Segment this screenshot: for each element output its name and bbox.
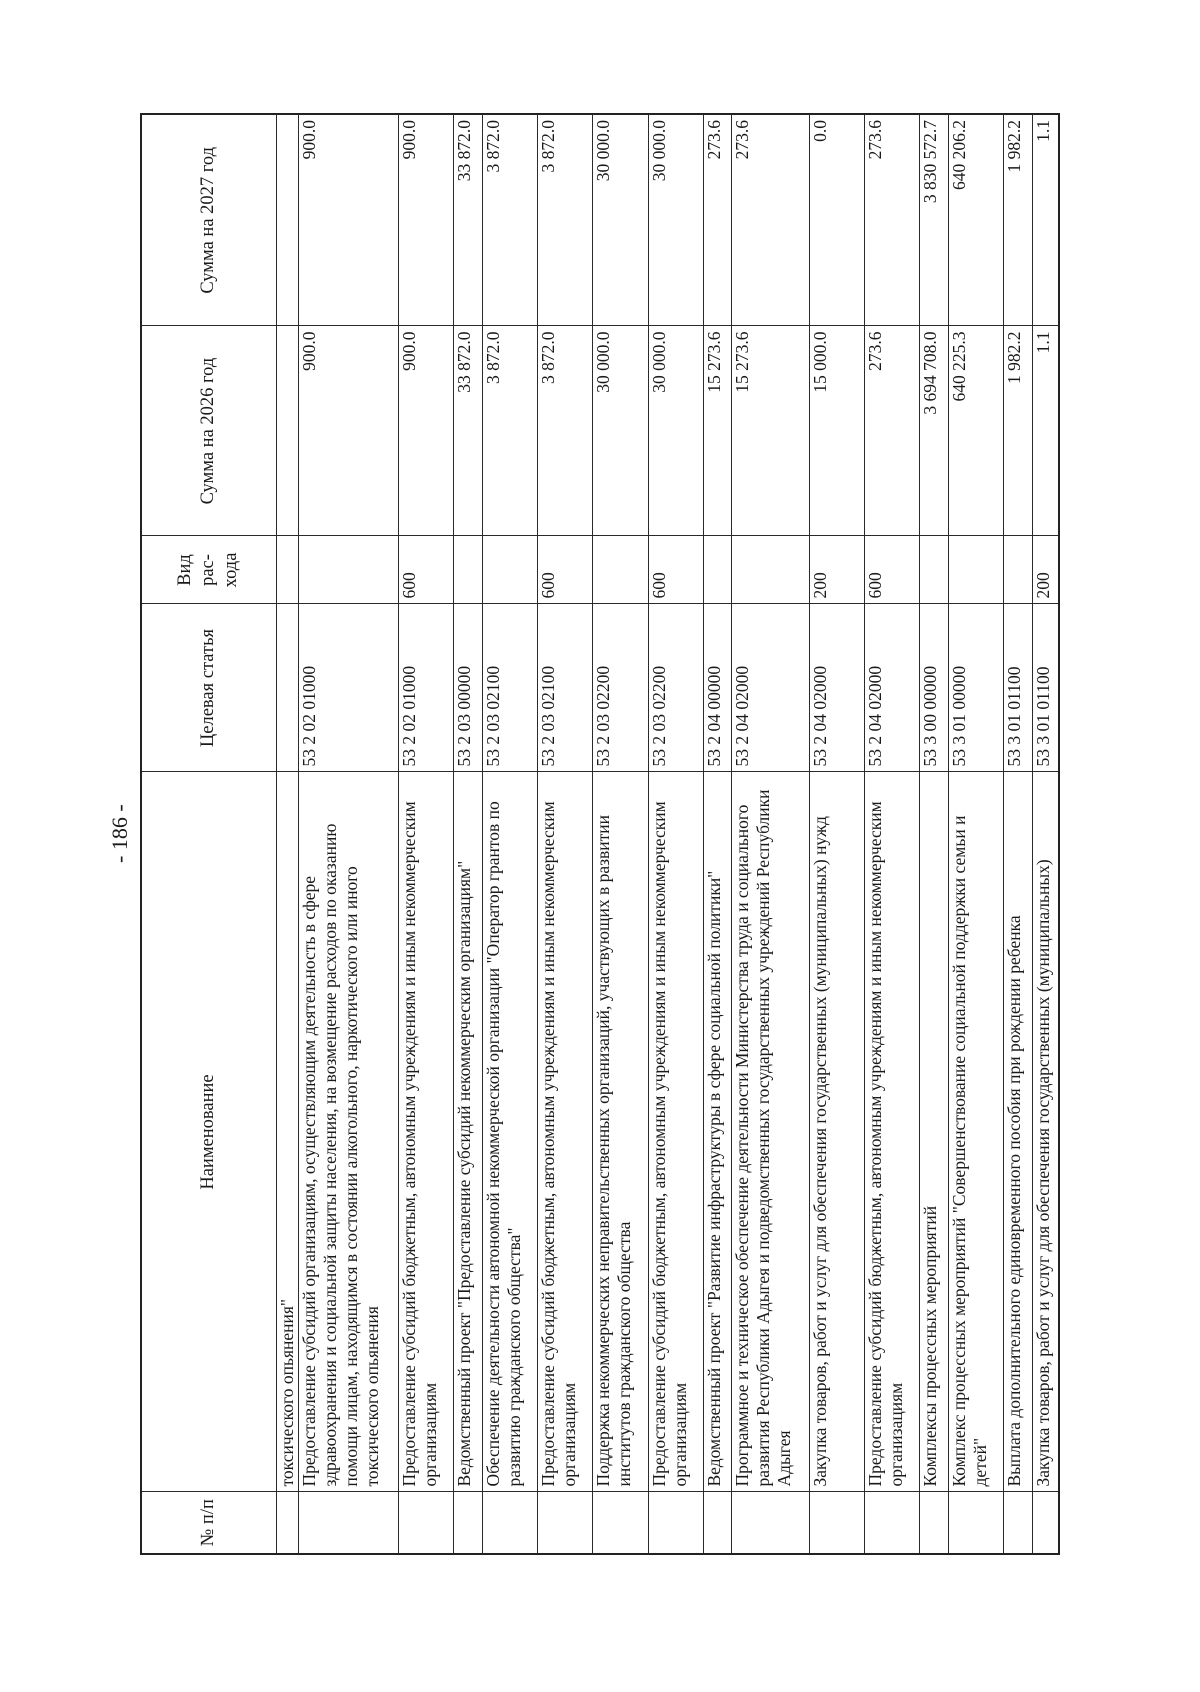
cell-name: Предоставление субсидий бюджетным, автономным учреждениям и иным некоммерческим организациям: [399, 772, 454, 1492]
cell-kind: [920, 536, 949, 604]
cell-sum2026: 1.1: [1032, 326, 1059, 536]
cell-sum2027: 30 000.0: [648, 114, 703, 326]
cell-target: 53 2 04 02000: [809, 604, 864, 772]
cell-sum2026: 30 000.0: [593, 326, 648, 536]
header-row: [141, 114, 276, 1554]
cell-kind: 600: [538, 536, 593, 604]
cell-sum2026: 1 982.2: [1004, 326, 1033, 536]
cell-kind: [732, 536, 810, 604]
cell-kind: 600: [865, 536, 920, 604]
cell-sum2026: 15 273.6: [703, 326, 732, 536]
cell-sum2027: 1.1: [1032, 114, 1059, 326]
table-row: [732, 114, 810, 1554]
cell-target: 53 2 04 02000: [865, 604, 920, 772]
cell-name: Поддержка некоммерческих неправительственных организаций, участвующих в развитии институтов гражданского общества: [593, 772, 648, 1492]
header-sum2027: Сумма на 2027 год: [141, 114, 276, 326]
cell-name: Предоставление субсидий бюджетным, автономным учреждениям и иным некоммерческим организациям: [865, 772, 920, 1492]
cell-num: [1004, 1492, 1033, 1554]
table-row: [482, 114, 537, 1554]
cell-sum2027: [276, 114, 298, 326]
cell-target: 53 2 03 02200: [648, 604, 703, 772]
cell-target: 53 3 01 00000: [948, 604, 1003, 772]
cell-sum2026: 15 273.6: [732, 326, 810, 536]
table-row: [1004, 114, 1033, 1554]
cell-num: [482, 1492, 537, 1554]
cell-num: [298, 1492, 398, 1554]
header-target: Целевая статья: [141, 604, 276, 772]
cell-target: 53 2 02 01000: [298, 604, 398, 772]
cell-sum2026: 900.0: [298, 326, 398, 536]
budget-table: [140, 113, 1060, 1555]
table-row: [948, 114, 1003, 1554]
cell-sum2027: 1 982.2: [1004, 114, 1033, 326]
cell-name: Комплекс процессных мероприятий "Совершенствование социальной поддержки семьи и детей": [948, 772, 1003, 1492]
cell-sum2026: 640 225.3: [948, 326, 1003, 536]
cell-sum2027: 273.6: [732, 114, 810, 326]
cell-num: [399, 1492, 454, 1554]
table-row: [648, 114, 703, 1554]
cell-target: 53 2 03 02100: [538, 604, 593, 772]
cell-target: 53 3 01 01100: [1004, 604, 1033, 772]
cell-num: [732, 1492, 810, 1554]
cell-target: [276, 604, 298, 772]
cell-num: [1032, 1492, 1059, 1554]
table-row: [454, 114, 483, 1554]
table-row: [920, 114, 949, 1554]
cell-num: [538, 1492, 593, 1554]
cell-name: Комплексы процессных мероприятий: [920, 772, 949, 1492]
cell-kind: 600: [399, 536, 454, 604]
cell-target: 53 2 03 00000: [454, 604, 483, 772]
cell-sum2027: 273.6: [703, 114, 732, 326]
cell-target: 53 3 01 01100: [1032, 604, 1059, 772]
cell-target: 53 2 03 02200: [593, 604, 648, 772]
cell-name: Обеспечение деятельности автономной некоммерческой организации "Оператор грантов по развитию гражданского общества": [482, 772, 537, 1492]
cell-sum2027: 900.0: [399, 114, 454, 326]
cell-num: [276, 1492, 298, 1554]
cell-sum2027: 900.0: [298, 114, 398, 326]
cell-kind: 600: [648, 536, 703, 604]
cell-sum2026: 33 872.0: [454, 326, 483, 536]
table-row: [538, 114, 593, 1554]
table-row: [1032, 114, 1059, 1554]
table-row: [593, 114, 648, 1554]
table-row: [865, 114, 920, 1554]
cell-target: 53 3 00 00000: [920, 604, 949, 772]
cell-target: 53 2 02 01000: [399, 604, 454, 772]
cell-sum2026: 3 694 708.0: [920, 326, 949, 536]
cell-sum2026: 30 000.0: [648, 326, 703, 536]
page-number: - 186 -: [107, 804, 132, 863]
cell-kind: 200: [809, 536, 864, 604]
rotated-table-area: [140, 115, 1060, 1555]
header-sum2026: Сумма на 2026 год: [141, 326, 276, 536]
cell-target: 53 2 04 02000: [732, 604, 810, 772]
cell-kind: [482, 536, 537, 604]
cell-sum2027: 273.6: [865, 114, 920, 326]
cell-sum2026: [276, 326, 298, 536]
cell-kind: [1004, 536, 1033, 604]
cell-sum2027: 30 000.0: [593, 114, 648, 326]
cell-sum2027: 3 872.0: [538, 114, 593, 326]
table-row: [703, 114, 732, 1554]
cell-kind: [593, 536, 648, 604]
cell-num: [809, 1492, 864, 1554]
cell-sum2027: 0.0: [809, 114, 864, 326]
cell-sum2027: 3 830 572.7: [920, 114, 949, 326]
cell-sum2027: 640 206.2: [948, 114, 1003, 326]
cell-num: [648, 1492, 703, 1554]
cell-num: [920, 1492, 949, 1554]
cell-num: [948, 1492, 1003, 1554]
table-row: [809, 114, 864, 1554]
header-kind: Вид рас- хода: [141, 536, 276, 604]
cell-kind: [948, 536, 1003, 604]
cell-sum2026: 273.6: [865, 326, 920, 536]
cell-kind: [276, 536, 298, 604]
table-row: [276, 114, 298, 1554]
cell-name: Предоставление субсидий бюджетным, автономным учреждениям и иным некоммерческим организациям: [538, 772, 593, 1492]
cell-sum2026: 900.0: [399, 326, 454, 536]
header-num: № п/п: [141, 1492, 276, 1554]
cell-sum2027: 3 872.0: [482, 114, 537, 326]
cell-num: [703, 1492, 732, 1554]
table-row: [399, 114, 454, 1554]
cell-name: Предоставление субсидий организациям, осуществляющим деятельность в сфере здравоохранения и социальной защиты населения, на возмещение расходов по оказанию помощи лицам, находящимся в состоянии алкогольного, наркотического или иного токсического опьянения: [298, 772, 398, 1492]
cell-name: Предоставление субсидий бюджетным, автономным учреждениям и иным некоммерческим организациям: [648, 772, 703, 1492]
cell-sum2027: 33 872.0: [454, 114, 483, 326]
cell-kind: [298, 536, 398, 604]
cell-name: Ведомственный проект "Предоставление субсидий некоммерческим организациям": [454, 772, 483, 1492]
cell-name: Ведомственный проект "Развитие инфраструктуры в сфере социальной политики": [703, 772, 732, 1492]
cell-sum2026: 15 000.0: [809, 326, 864, 536]
cell-num: [593, 1492, 648, 1554]
cell-num: [454, 1492, 483, 1554]
table-row: [298, 114, 398, 1554]
cell-name: Программное и техническое обеспечение деятельности Министерства труда и социального развития Республики Адыгея и подведомственных государственных учреждений Республики Адыгея: [732, 772, 810, 1492]
cell-num: [865, 1492, 920, 1554]
cell-target: 53 2 03 02100: [482, 604, 537, 772]
cell-name: токсического опьянения": [276, 772, 298, 1492]
cell-kind: [454, 536, 483, 604]
cell-name: Выплата дополнительного единовременного пособия при рождении ребенка: [1004, 772, 1033, 1492]
cell-name: Закупка товаров, работ и услуг для обеспечения государственных (муниципальных) нужд: [809, 772, 864, 1492]
cell-sum2026: 3 872.0: [538, 326, 593, 536]
cell-target: 53 2 04 00000: [703, 604, 732, 772]
header-name: Наименование: [141, 772, 276, 1492]
cell-kind: [703, 536, 732, 604]
cell-kind: 200: [1032, 536, 1059, 604]
cell-name: Закупка товаров, работ и услуг для обеспечения государственных (муниципальных): [1032, 772, 1059, 1492]
cell-sum2026: 3 872.0: [482, 326, 537, 536]
